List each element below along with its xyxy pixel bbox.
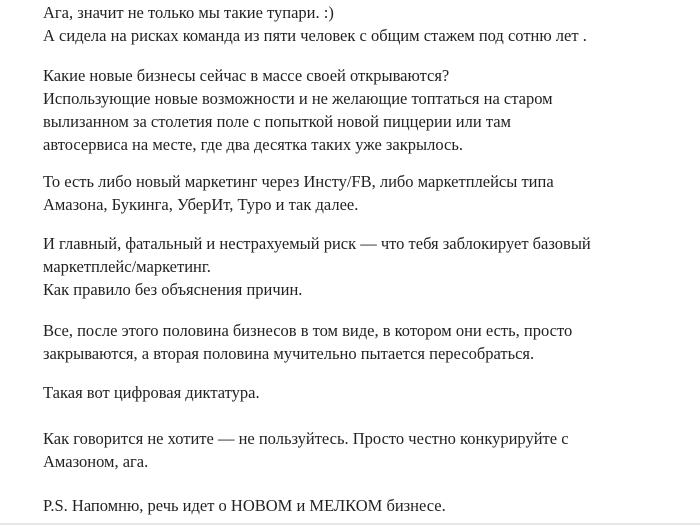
paragraph-new-businesses [43, 64, 683, 156]
text-line: Какие новые бизнесы сейчас в массе своей открываются? [43, 66, 450, 85]
text-line: маркетплейс/маркетинг. [43, 257, 211, 276]
text-line: А сидела на рисках команда из пяти человек с общим стажем под сотню лет . [43, 26, 587, 45]
paragraph-risk [43, 232, 683, 301]
text-line: Амазоном, ага. [43, 452, 149, 471]
text-line: P.S. Напомню, речь идет о НОВОМ и МЕЛКОМ бизнесе. [43, 496, 446, 515]
paragraph-dictatorship [43, 381, 683, 404]
text-line: вылизанном за столетия поле с попыткой новой пиццерии или там [43, 112, 511, 131]
text-line: Как говорится не хотите — не пользуйтесь. Просто честно конкурируйте с [43, 429, 569, 448]
paragraph-intro [43, 1, 683, 47]
paragraph-amazon [43, 427, 683, 473]
text-line: Все, после этого половина бизнесов в том виде, в котором они есть, просто [43, 321, 573, 340]
paragraph-consequence [43, 319, 683, 365]
text-line: Как правило без объяснения причин. [43, 280, 303, 299]
paragraph-marketing [43, 170, 683, 216]
text-line: закрываются, а вторая половина мучительно пытается пересобраться. [43, 344, 535, 363]
text-line: То есть либо новый маркетинг через Инсту/FB, либо маркетплейсы типа [43, 172, 554, 191]
text-line: Ага, значит не только мы такие тупари. :) [43, 3, 334, 22]
divider [0, 523, 700, 525]
text-line: Амазона, Букинга, УберИт, Туро и так далее. [43, 195, 359, 214]
text-line: Такая вот цифровая диктатура. [43, 383, 260, 402]
paragraph-ps [43, 494, 683, 517]
text-line: Использующие новые возможности и не желающие топтаться на старом [43, 89, 553, 108]
text-line: И главный, фатальный и нестрахуемый риск — что тебя заблокирует базовый [43, 234, 591, 253]
text-line: автосервиса на месте, где два десятка таких уже закрылось. [43, 135, 463, 154]
